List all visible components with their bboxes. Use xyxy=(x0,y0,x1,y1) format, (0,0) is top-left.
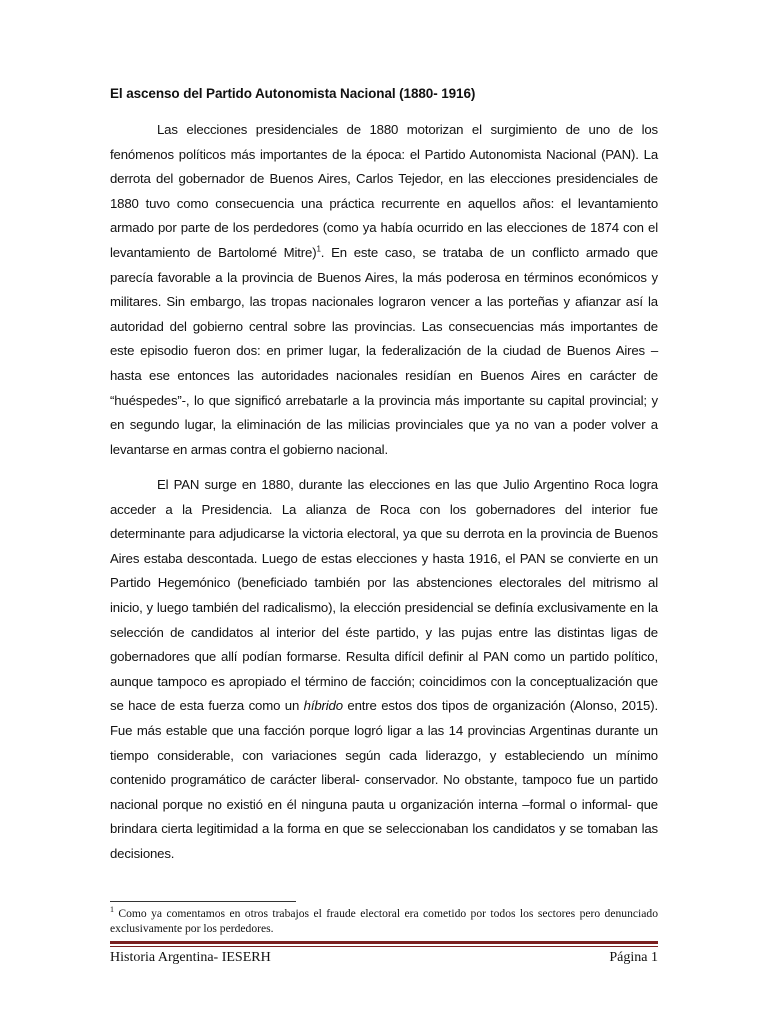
footnote-number: 1 xyxy=(110,905,114,915)
paragraph-1-text-b: . En este caso, se trataba de un conflicto armado que parecía favorable a la provincia de Buenos Aires, la más poderosa en términos económicos y militares. Sin embargo, las tropas nacionales lograron vencer a las porteñas y afianzar así la autoridad del gobierno central sobre las provincias. Las consecuencias más importantes de este episodio fueron dos: en primer lugar, la federalización de la ciudad de Buenos Aires – hasta ese entonces las autoridades nacionales residían en Buenos Aires en carácter de “huéspedes”-, lo que significó arrebatarle a la provincia más importante su capital provincial; y en segundo lugar, la eliminación de las milicias provinciales que ya no van a poder volver a levantarse en armas contra el gobierno nacional. xyxy=(110,244,658,457)
paragraph-2-text-b: entre estos dos tipos de organización (Alonso, 2015). Fue más estable que una facción porque logró ligar a las 14 provincias Argentinas durante un tiempo considerable, con variaciones según cada liderazgo, y estableciendo un mínimo contenido programático de carácter liberal- conservador. No obstante, tampoco fue un partido nacional porque no existió en él ninguna pauta u organización interna –formal o informal- que brindara cierta legitimidad a la forma en que se seleccionaban los candidatos y se tomaban las decisiones. xyxy=(110,698,658,861)
footer-rule-thick xyxy=(110,941,658,944)
body-paragraph-1 xyxy=(110,118,658,462)
footnote xyxy=(110,906,658,936)
footnote-text: Como ya comentamos en otros trabajos el fraude electoral era cometido por todos los sectores pero denunciado exclusivamente por los perdedores. xyxy=(110,907,658,935)
footer-course-name: Historia Argentina- IESERH xyxy=(110,950,271,965)
paragraph-1-text-a: Las elecciones presidenciales de 1880 motorizan el surgimiento de uno de los fenómenos políticos más importantes de la época: el Partido Autonomista Nacional (PAN). La derrota del gobernador de Buenos Aires, Carlos Tejedor, en las elecciones presidenciales de 1880 tuvo como consecuencia una práctica recurrente en aquellos años: el levantamiento armado por parte de los perdedores (como ya había ocurrido en las elecciones de 1874 con el levantamiento de Bartolomé Mitre) xyxy=(110,122,658,260)
paragraph-2-emphasis: híbrido xyxy=(303,698,343,714)
body-paragraph-2 xyxy=(110,473,658,867)
footnote-separator xyxy=(110,901,296,902)
page-title: El ascenso del Partido Autonomista Nacional (1880- 1916) xyxy=(110,86,476,101)
paragraph-2-text-a: El PAN surge en 1880, durante las elecciones en las que Julio Argentino Roca logra acceder a la Presidencia. La alianza de Roca con los gobernadores del interior fue determinante para adjudicarse la victoria electoral, ya que su derrota en la provincia de Buenos Aires estaba descontada. Luego de estas elecciones y hasta 1916, el PAN se convierte en un Partido Hegemónico (beneficiado también por las abstenciones electorales del mitrismo al inicio, y luego también del radicalismo), la elección presidencial se definía exclusivamente en la selección de candidatos al interior del éste partido, y las pujas entre las distintas ligas de gobernadores que allí podían formarse. Resulta difícil definir al PAN como un partido político, aunque tampoco es apropiado el término de facción; coincidimos con la conceptualización que se hace de esta fuerza como un xyxy=(110,477,658,714)
footer-rule-thin xyxy=(110,946,658,947)
footnote-ref-1[interactable]: 1 xyxy=(316,244,321,254)
page-footer xyxy=(110,950,658,966)
footer-page-number: Página 1 xyxy=(609,950,658,965)
